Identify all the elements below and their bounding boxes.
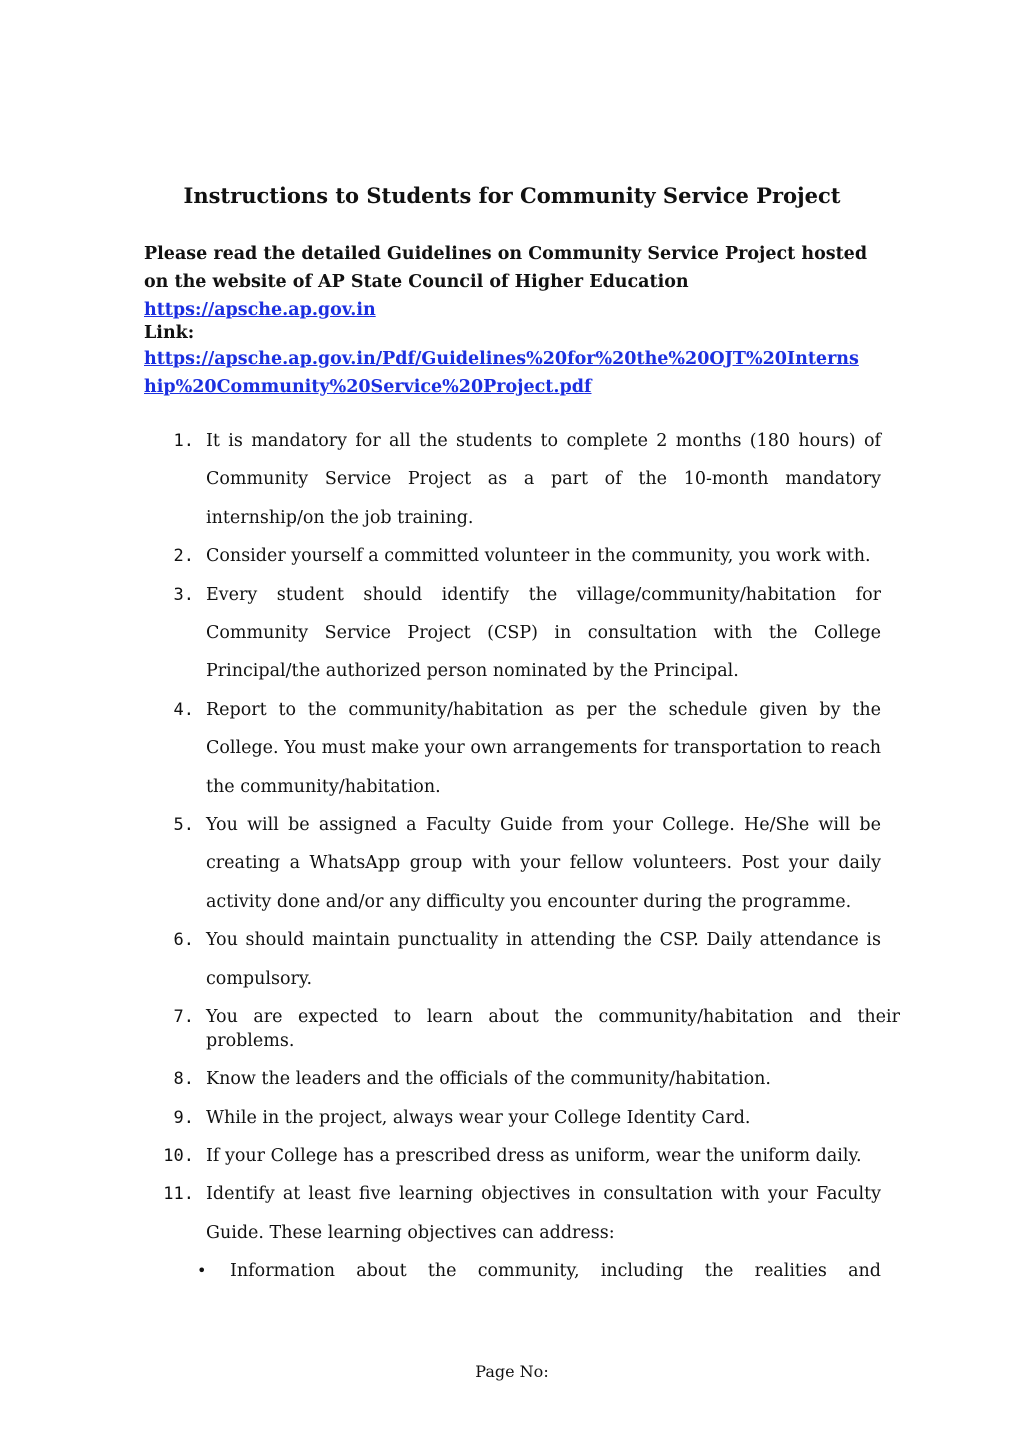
list-item	[0, 537, 1024, 575]
item-text: It is mandatory for all the students to complete 2 months (180 hours) of Community Service Project as a part of the 10-month mandatory internship/on the job training.	[206, 431, 881, 528]
list-item	[0, 422, 1024, 537]
apsche-home-link[interactable]: https://apsche.ap.gov.in	[144, 300, 376, 320]
item-text: Report to the community/habitation as per the schedule given by the College. You must make your own arrangements for transportation to reach the community/habitation.	[206, 699, 881, 797]
guidelines-pdf-paragraph	[144, 345, 864, 401]
bullet-item	[0, 1252, 1024, 1290]
item-number: 10.	[163, 1145, 194, 1166]
item-text: Identify at least five learning objectives in consultation with your Faculty Guide. These learning objectives can address:	[206, 1184, 881, 1243]
list-item	[0, 691, 1024, 806]
item-number: 8.	[173, 1069, 194, 1090]
item-number: 5.	[173, 815, 194, 836]
intro-paragraph	[144, 240, 884, 324]
list-item	[0, 1099, 1024, 1137]
item-number: 11.	[163, 1184, 194, 1205]
list-item	[0, 921, 1024, 998]
link-label: Link:	[144, 323, 195, 343]
list-item	[0, 1175, 1024, 1252]
guidelines-pdf-link[interactable]: https://apsche.ap.gov.in/Pdf/Guidelines%20for%20the%20OJT%20Internship%20Community%20Service%20Project.pdf	[144, 349, 859, 397]
page-title: Instructions to Students for Community Service Project	[183, 183, 841, 208]
item-text: You are expected to learn about the community/habitation and their problems.	[206, 1007, 900, 1052]
item-number: 3.	[173, 584, 194, 605]
item-number: 6.	[173, 930, 194, 951]
list-item	[0, 1137, 1024, 1175]
bullet-text: Information about the community, including the realities and	[230, 1261, 881, 1282]
item-text: Consider yourself a committed volunteer in the community, you work with.	[206, 546, 871, 567]
page-number-footer: Page No:	[475, 1362, 549, 1381]
instructions-list	[0, 422, 1024, 1291]
item-number: 1.	[173, 431, 194, 451]
item-number: 2.	[173, 546, 194, 567]
bullet-dot: •	[197, 1261, 207, 1281]
item-number: 7.	[173, 1007, 194, 1028]
item-text: You should maintain punctuality in attending the CSP. Daily attendance is compulsory.	[206, 930, 881, 989]
list-item	[0, 806, 1024, 921]
list-item	[0, 998, 1024, 1060]
list-item	[0, 1060, 1024, 1098]
item-number: 4.	[173, 699, 194, 720]
item-text: Every student should identify the village/community/habitation for Community Service Project (CSP) in consultation with the College Principal/the authorized person nominated by the Principal.	[206, 584, 881, 682]
list-item	[0, 576, 1024, 691]
item-text: Know the leaders and the officials of the community/habitation.	[206, 1069, 771, 1090]
item-text: While in the project, always wear your College Identity Card.	[206, 1107, 751, 1128]
item-number: 9.	[173, 1107, 194, 1128]
item-text: If your College has a prescribed dress as uniform, wear the uniform daily.	[206, 1145, 862, 1166]
item-text: You will be assigned a Faculty Guide from your College. He/She will be creating a WhatsApp group with your fellow volunteers. Post your daily activity done and/or any difficulty you encounter during the programme.	[206, 815, 881, 912]
intro-text: Please read the detailed Guidelines on Community Service Project hosted on the website of AP State Council of Higher Education	[144, 244, 868, 292]
